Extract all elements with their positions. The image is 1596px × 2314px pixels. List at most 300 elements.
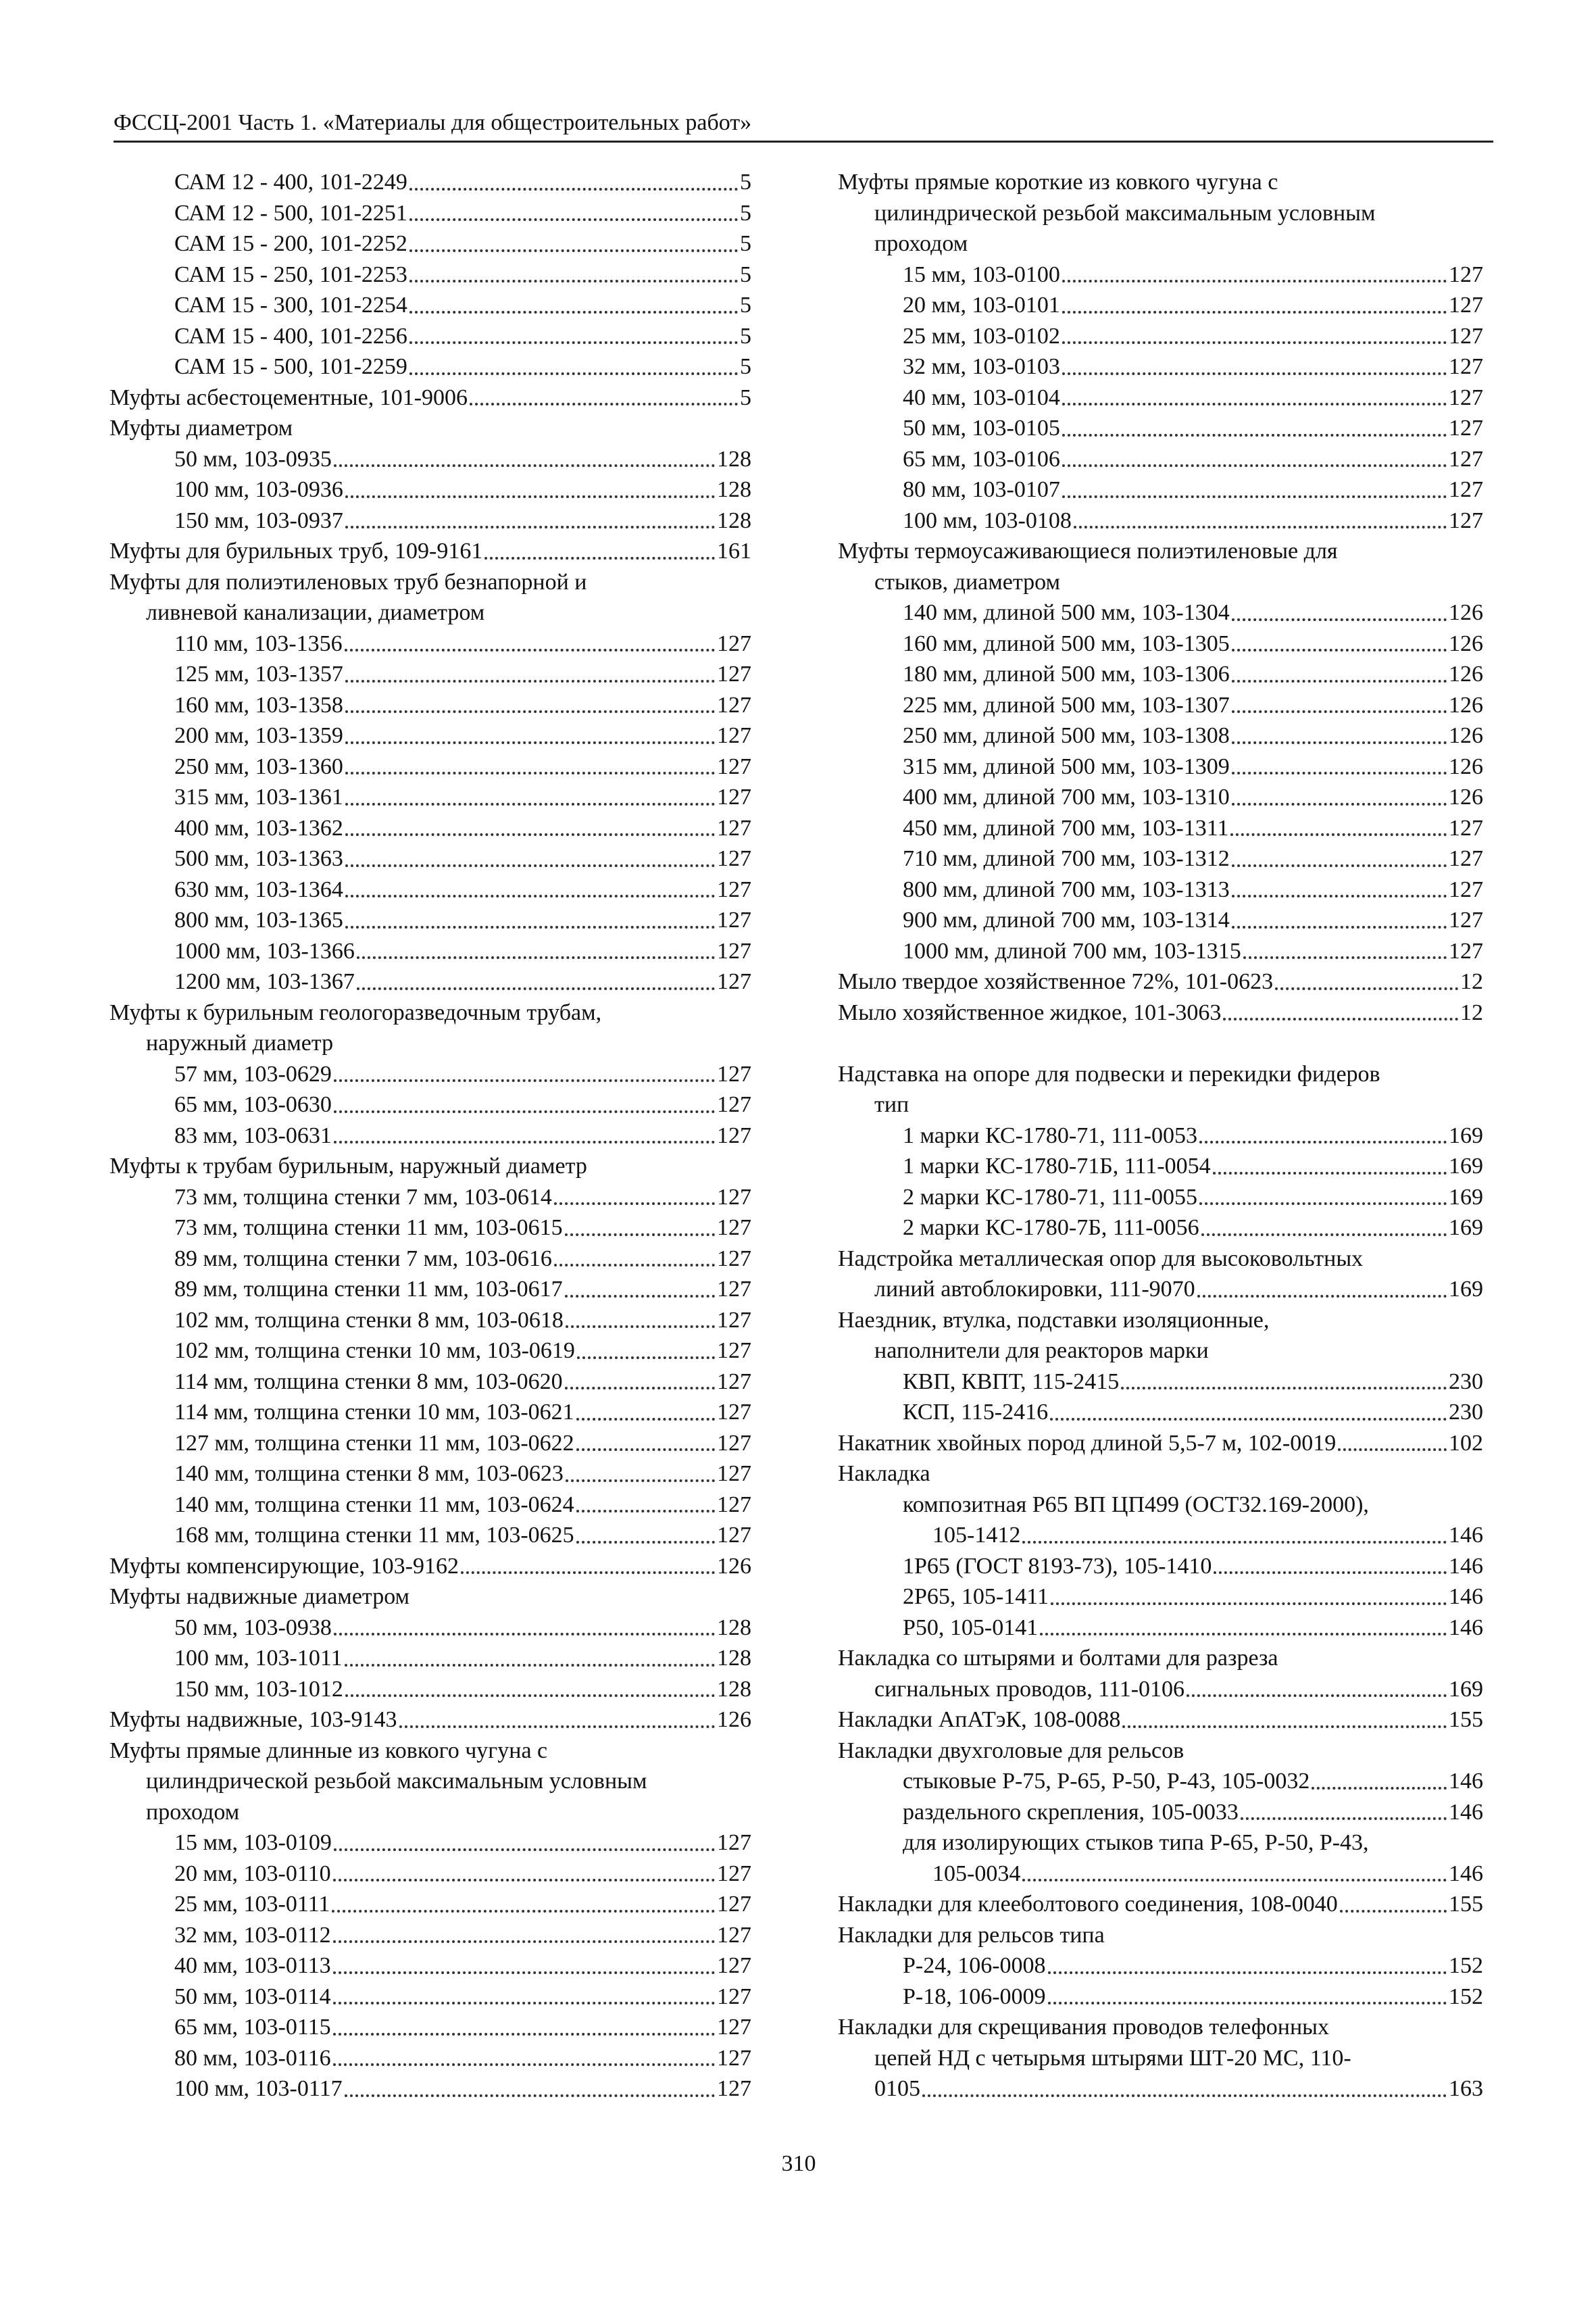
entry-text: Муфты надвижные, 103-9143 (109, 1707, 397, 1732)
dot-leader (565, 1295, 715, 1298)
entry-text: 50 мм, 103-0114 (174, 1984, 331, 2009)
entry-page-number: 152 (1449, 1984, 1483, 2009)
entry-text: 2Р65, 105-1411 (903, 1584, 1049, 1609)
entry-text: 65 мм, 103-0630 (174, 1092, 332, 1117)
index-entry (109, 1950, 751, 1981)
entry-page-number: 127 (717, 1307, 751, 1333)
entry-page-number: 5 (740, 385, 751, 410)
index-entry (838, 1613, 1483, 1644)
index-heading: Надставка на опоре для подвески и перекидки фидеров (838, 1061, 1380, 1087)
index-entry (109, 1704, 751, 1736)
entry-text: 102 мм, толщина стенки 8 мм, 103-0618 (174, 1307, 564, 1333)
section-gap (838, 1028, 1483, 1059)
entry-page-number: 128 (717, 446, 751, 472)
entry-page-number: 127 (717, 1369, 751, 1394)
index-entry (838, 1274, 1483, 1305)
entry-text: 80 мм, 103-0116 (174, 2045, 331, 2071)
index-entry (109, 506, 751, 537)
entry-text: 1Р65 (ГОСТ 8193-73), 105-1410 (903, 1553, 1212, 1579)
index-entry (109, 1059, 751, 1090)
entry-page-number: 127 (717, 1123, 751, 1148)
dot-leader (1232, 864, 1447, 867)
entry-text: САМ 15 - 400, 101-2256 (174, 323, 407, 349)
entry-text: 400 мм, длиной 700 мм, 103-1310 (903, 785, 1230, 810)
index-entry (109, 720, 751, 752)
dot-leader (576, 1418, 715, 1421)
entry-page-number: 169 (1449, 1184, 1483, 1210)
dot-leader (461, 1571, 715, 1574)
index-entry (838, 936, 1483, 967)
entry-text: 2 марки КС-1780-7Б, 111-0056 (903, 1215, 1199, 1240)
entry-page-number: 127 (1449, 938, 1483, 964)
entry-page-number: 127 (1449, 323, 1483, 349)
entry-text: САМ 15 - 250, 101-2253 (174, 262, 407, 287)
entry-text: 0105 (874, 2076, 920, 2101)
entry-text: 800 мм, длиной 700 мм, 103-1313 (903, 877, 1230, 902)
entry-page-number: 146 (1449, 1523, 1483, 1548)
index-entry (109, 813, 751, 844)
entry-page-number: 161 (717, 539, 751, 564)
entry-text: Мыло хозяйственное жидкое, 101-3063 (838, 1000, 1222, 1025)
index-entry (838, 1981, 1483, 2013)
dot-leader (333, 1879, 715, 1881)
dot-leader (1223, 1018, 1458, 1020)
entry-page-number: 152 (1449, 1953, 1483, 1978)
index-heading-continuation: наружный диаметр (146, 1031, 334, 1056)
entry-text: Муфты асбестоцементные, 101-9006 (109, 385, 468, 410)
entry-text: Накладки для клееболтового соединения, 108-0040 (838, 1892, 1338, 1917)
index-heading: Муфты к бурильным геологоразведочным трубам, (109, 1000, 602, 1025)
dot-leader (1074, 526, 1447, 528)
entry-text: 315 мм, 103-1361 (174, 785, 343, 810)
dot-leader (345, 772, 715, 774)
dot-leader (554, 1264, 715, 1266)
entry-text: 127 мм, толщина стенки 11 мм, 103-0622 (174, 1430, 574, 1456)
entry-text: 57 мм, 103-0629 (174, 1061, 332, 1087)
entry-text: Р50, 105-0141 (903, 1615, 1039, 1640)
entry-page-number: 127 (1449, 815, 1483, 841)
index-heading: Муфты термоусаживающиеся полиэтиленовые для (838, 539, 1338, 564)
dot-leader (1197, 1295, 1447, 1298)
entry-page-number: 169 (1449, 1277, 1483, 1302)
entry-page-number: 127 (717, 846, 751, 871)
index-entry (838, 1950, 1483, 1981)
index-heading-continuation: для изолирующих стыков типа Р-65, Р-50, Р-43, (903, 1830, 1369, 1855)
index-entry (109, 167, 751, 198)
dot-leader (334, 464, 715, 467)
entry-page-number: 127 (1449, 477, 1483, 502)
index-entry (838, 290, 1483, 321)
entry-page-number: 5 (740, 231, 751, 256)
index-entry (838, 1766, 1483, 1797)
entry-page-number: 5 (740, 262, 751, 287)
index-entry (109, 1367, 751, 1398)
dot-leader (1040, 1633, 1447, 1635)
entry-text: 20 мм, 103-0101 (903, 293, 1060, 318)
index-entry (109, 1981, 751, 2013)
entry-page-number: 127 (717, 1092, 751, 1117)
entry-page-number: 5 (740, 354, 751, 379)
dot-leader (1232, 680, 1447, 683)
index-heading: Наездник, втулка, подставки изоляционные, (838, 1307, 1270, 1333)
entry-page-number: 146 (1449, 1861, 1483, 1886)
dot-leader (576, 1448, 715, 1451)
entry-text: 500 мм, 103-1363 (174, 846, 343, 871)
dot-leader (332, 1910, 715, 1913)
index-entry (838, 506, 1483, 537)
dot-leader (1338, 1448, 1447, 1451)
index-entry (109, 1397, 751, 1428)
index-entry (109, 321, 751, 352)
entry-text: 125 мм, 103-1357 (174, 662, 343, 687)
index-entry (838, 260, 1483, 291)
index-entry (109, 1920, 751, 1951)
entry-page-number: 127 (717, 1984, 751, 2009)
index-entry (838, 1797, 1483, 1828)
entry-text: 1 марки КС-1780-71Б, 111-0054 (903, 1154, 1211, 1179)
dot-leader (1312, 1787, 1447, 1790)
index-entry (109, 1089, 751, 1121)
index-entry (109, 1244, 751, 1275)
index-entry (109, 843, 751, 875)
entry-text: 114 мм, толщина стенки 10 мм, 103-0621 (174, 1400, 574, 1425)
entry-page-number: 127 (1449, 385, 1483, 410)
index-entry (109, 966, 751, 998)
dot-leader (409, 249, 738, 252)
entry-text: Р-24, 106-0008 (903, 1953, 1046, 1978)
entry-text: 50 мм, 103-0938 (174, 1615, 332, 1640)
dot-leader (333, 1971, 715, 1974)
entry-text: 450 мм, длиной 700 мм, 103-1311 (903, 815, 1229, 841)
dot-leader (345, 926, 715, 929)
index-entry (109, 2012, 751, 2043)
index-heading-continuation: стыков, диаметром (874, 569, 1060, 595)
entry-text: 83 мм, 103-0631 (174, 1123, 332, 1148)
dot-leader (565, 1387, 715, 1389)
header-rule (114, 141, 1493, 143)
entry-page-number: 127 (717, 1523, 751, 1548)
dot-leader (576, 1510, 715, 1512)
entry-text: 32 мм, 103-0103 (903, 354, 1060, 379)
entry-text: 114 мм, толщина стенки 8 мм, 103-0620 (174, 1369, 563, 1394)
dot-leader (922, 2094, 1447, 2097)
dot-leader (409, 280, 738, 282)
entry-page-number: 127 (717, 1492, 751, 1517)
entry-page-number: 127 (717, 2076, 751, 2101)
entry-page-number: 127 (1449, 354, 1483, 379)
page-number: 310 (781, 2151, 816, 2176)
entry-page-number: 127 (1449, 262, 1483, 287)
index-entry (109, 1551, 751, 1582)
entry-page-number: 127 (717, 1830, 751, 1855)
index-entry (109, 1643, 751, 1674)
dot-leader (357, 987, 715, 990)
index-entry (838, 1397, 1483, 1428)
entry-page-number: 127 (717, 662, 751, 687)
index-entry (838, 752, 1483, 783)
index-entry (109, 1274, 751, 1305)
dot-leader (345, 864, 715, 867)
dot-leader (1199, 1202, 1447, 1205)
index-heading: Накладка со штырями и болтами для разреза (838, 1646, 1278, 1671)
entry-text: САМ 12 - 400, 101-2249 (174, 170, 407, 195)
entry-page-number: 169 (1449, 1676, 1483, 1702)
dot-leader (345, 495, 715, 498)
entry-text: 1 марки КС-1780-71, 111-0053 (903, 1123, 1198, 1148)
dot-leader (1062, 341, 1447, 344)
dot-leader (1048, 2002, 1447, 2004)
entry-page-number: 230 (1449, 1369, 1483, 1394)
entry-page-number: 128 (717, 1615, 751, 1640)
index-entry (838, 1520, 1483, 1551)
entry-page-number: 127 (717, 1461, 751, 1486)
index-entry (109, 1182, 751, 1213)
entry-text: 100 мм, 103-0108 (903, 508, 1072, 533)
index-entry (109, 1335, 751, 1367)
dot-leader (1213, 1172, 1447, 1175)
index-entry (109, 2073, 751, 2104)
entry-page-number: 127 (717, 1184, 751, 1210)
entry-page-number: 169 (1449, 1154, 1483, 1179)
index-entry (838, 1889, 1483, 1920)
dot-leader (345, 526, 715, 528)
dot-leader (1051, 1602, 1447, 1605)
index-column-right (838, 167, 1483, 2104)
dot-leader (345, 649, 715, 651)
entry-text: Накладки АпАТэК, 108-0088 (838, 1707, 1121, 1732)
dot-leader (1022, 1541, 1447, 1544)
entry-text: 400 мм, 103-1362 (174, 815, 343, 841)
index-entry (109, 1889, 751, 1920)
index-entry (838, 905, 1483, 936)
index-entry (838, 444, 1483, 475)
index-entry (838, 875, 1483, 906)
entry-page-number: 146 (1449, 1799, 1483, 1825)
entry-text: 160 мм, длиной 500 мм, 103-1305 (903, 631, 1230, 656)
dot-leader (1232, 926, 1447, 929)
dot-leader (1062, 434, 1447, 437)
index-entry (109, 752, 751, 783)
entry-page-number: 5 (740, 293, 751, 318)
dot-leader (334, 1141, 715, 1143)
index-heading: Муфты прямые длинные из ковкого чугуна с (109, 1738, 548, 1763)
dot-leader (1122, 1725, 1447, 1728)
dot-leader (1187, 1694, 1447, 1697)
index-heading: Муфты для полиэтиленовых труб безнапорной и (109, 569, 587, 595)
index-entry (109, 1212, 751, 1244)
index-entry (109, 351, 751, 383)
dot-leader (333, 2063, 715, 2066)
dot-leader (1062, 280, 1447, 282)
entry-text: 225 мм, длиной 500 мм, 103-1307 (903, 692, 1230, 718)
index-entry (109, 782, 751, 813)
entry-page-number: 127 (717, 1061, 751, 1087)
index-entry (109, 1520, 751, 1551)
entry-page-number: 127 (1449, 446, 1483, 472)
dot-leader (1062, 495, 1447, 498)
entry-text: 710 мм, длиной 700 мм, 103-1312 (903, 846, 1230, 871)
entry-page-number: 127 (717, 723, 751, 748)
entry-text: линий автоблокировки, 111-9070 (874, 1277, 1195, 1302)
entry-page-number: 127 (717, 1400, 751, 1425)
entry-page-number: 127 (717, 1922, 751, 1948)
entry-page-number: 127 (717, 785, 751, 810)
index-entry (109, 1613, 751, 1644)
dot-leader (409, 372, 738, 375)
index-entry (838, 843, 1483, 875)
entry-page-number: 126 (717, 1707, 751, 1732)
index-heading: Муфты прямые короткие из ковкого чугуна с (838, 170, 1278, 195)
index-entry (838, 1858, 1483, 1890)
index-entry (838, 1551, 1483, 1582)
dot-leader (1232, 710, 1447, 713)
entry-page-number: 127 (1449, 508, 1483, 533)
entry-text: 140 мм, длиной 500 мм, 103-1304 (903, 600, 1230, 625)
entry-text: 73 мм, толщина стенки 11 мм, 103-0615 (174, 1215, 563, 1240)
index-entry (838, 351, 1483, 383)
entry-text: 100 мм, 103-1011 (174, 1646, 343, 1671)
dot-leader (1062, 311, 1447, 314)
entry-page-number: 127 (717, 1277, 751, 1302)
index-entry (109, 2043, 751, 2074)
index-entry (109, 474, 751, 506)
index-entry (109, 1458, 751, 1490)
dot-leader (345, 803, 715, 806)
index-entry (109, 198, 751, 229)
index-entry (109, 936, 751, 967)
entry-page-number: 146 (1449, 1769, 1483, 1794)
entry-text: 110 мм, 103-1356 (174, 631, 343, 656)
dot-leader (334, 1079, 715, 1082)
dot-leader (1232, 741, 1447, 744)
dot-leader (345, 1664, 715, 1667)
entry-page-number: 102 (1449, 1430, 1483, 1456)
index-entry (109, 1674, 751, 1705)
entry-text: КСП, 115-2416 (903, 1400, 1049, 1425)
entry-text: 100 мм, 103-0936 (174, 477, 343, 502)
entry-page-number: 146 (1449, 1615, 1483, 1640)
index-heading-continuation: цилиндрической резьбой максимальным условным (874, 200, 1376, 226)
dot-leader (1232, 649, 1447, 651)
index-entry (838, 2073, 1483, 2104)
dot-leader (1241, 1817, 1447, 1820)
index-heading-continuation: тип (874, 1092, 909, 1117)
index-entry (838, 1212, 1483, 1244)
entry-page-number: 127 (717, 692, 751, 718)
index-entry (838, 720, 1483, 752)
entry-page-number: 126 (1449, 754, 1483, 779)
entry-page-number: 128 (717, 477, 751, 502)
entry-page-number: 12 (1460, 1000, 1483, 1025)
entry-text: САМ 15 - 500, 101-2259 (174, 354, 407, 379)
dot-leader (345, 680, 715, 683)
entry-text: 73 мм, толщина стенки 7 мм, 103-0614 (174, 1184, 552, 1210)
index-entry (838, 629, 1483, 660)
entry-text: 168 мм, толщина стенки 11 мм, 103-0625 (174, 1523, 574, 1548)
entry-page-number: 126 (1449, 723, 1483, 748)
entry-page-number: 127 (1449, 293, 1483, 318)
entry-text: сигнальных проводов, 111-0106 (874, 1676, 1185, 1702)
index-entry (109, 444, 751, 475)
entry-text: стыковые Р-75, Р-65, Р-50, Р-43, 105-0032 (903, 1769, 1310, 1794)
dot-leader (345, 833, 715, 836)
index-heading-continuation: композитная Р65 ВП ЦП499 (ОСТ32.169-2000), (903, 1492, 1369, 1517)
index-heading: Накладки для рельсов типа (838, 1922, 1105, 1948)
entry-text: 1200 мм, 103-1367 (174, 969, 355, 994)
dot-leader (1275, 987, 1458, 990)
entry-text: Муфты для бурильных труб, 109-9161 (109, 539, 483, 564)
entry-page-number: 127 (717, 1215, 751, 1240)
dot-leader (409, 188, 738, 191)
index-entry (838, 474, 1483, 506)
entry-page-number: 127 (717, 1430, 751, 1456)
dot-leader (1232, 618, 1447, 621)
entry-page-number: 127 (717, 1246, 751, 1271)
index-entry (838, 383, 1483, 414)
index-heading-continuation: цилиндрической резьбой максимальным условным (146, 1769, 647, 1794)
dot-leader (334, 1633, 715, 1635)
entry-text: 180 мм, длиной 500 мм, 103-1306 (903, 662, 1230, 687)
entry-text: 100 мм, 103-0117 (174, 2076, 343, 2101)
dot-leader (333, 2002, 715, 2004)
dot-leader (1340, 1910, 1447, 1913)
entry-page-number: 127 (1449, 416, 1483, 441)
entry-text: 150 мм, 103-1012 (174, 1676, 343, 1702)
dot-leader (1062, 464, 1447, 467)
entry-text: КВП, КВПТ, 115-2415 (903, 1369, 1120, 1394)
entry-page-number: 127 (717, 1953, 751, 1978)
entry-page-number: 163 (1449, 2076, 1483, 2101)
index-entry (109, 1827, 751, 1858)
index-heading: Надстройка металлическая опор для высоковольтных (838, 1246, 1364, 1271)
index-entry (838, 998, 1483, 1029)
entry-page-number: 12 (1460, 969, 1483, 994)
index-heading-continuation: проходом (874, 231, 968, 256)
entry-text: 80 мм, 103-0107 (903, 477, 1060, 502)
entry-page-number: 5 (740, 200, 751, 226)
entry-text: САМ 12 - 500, 101-2251 (174, 200, 407, 226)
index-entry (838, 1428, 1483, 1459)
entry-page-number: 127 (717, 969, 751, 994)
index-entry (838, 1121, 1483, 1152)
dot-leader (1062, 403, 1447, 405)
index-heading-continuation: ливневой канализации, диаметром (146, 600, 485, 625)
index-entry (838, 1704, 1483, 1736)
index-entry (838, 690, 1483, 721)
dot-leader (357, 956, 715, 959)
entry-text: 65 мм, 103-0106 (903, 446, 1060, 472)
entry-page-number: 127 (717, 815, 751, 841)
dot-leader (1214, 1571, 1447, 1574)
entry-text: Муфты компенсирующие, 103-9162 (109, 1553, 459, 1579)
dot-leader (345, 741, 715, 744)
entry-text: 315 мм, длиной 500 мм, 103-1309 (903, 754, 1230, 779)
entry-text: 32 мм, 103-0112 (174, 1922, 331, 1948)
entry-page-number: 126 (1449, 692, 1483, 718)
index-entry (109, 629, 751, 660)
entry-text: САМ 15 - 300, 101-2254 (174, 293, 407, 318)
dot-leader (333, 1940, 715, 1943)
dot-leader (566, 1325, 715, 1328)
index-entry (109, 290, 751, 321)
dot-leader (345, 2094, 715, 2097)
entry-page-number: 126 (1449, 785, 1483, 810)
dot-leader (470, 403, 738, 405)
index-entry (838, 1674, 1483, 1705)
entry-page-number: 128 (717, 1676, 751, 1702)
dot-leader (1232, 772, 1447, 774)
entry-text: 15 мм, 103-0109 (174, 1830, 332, 1855)
